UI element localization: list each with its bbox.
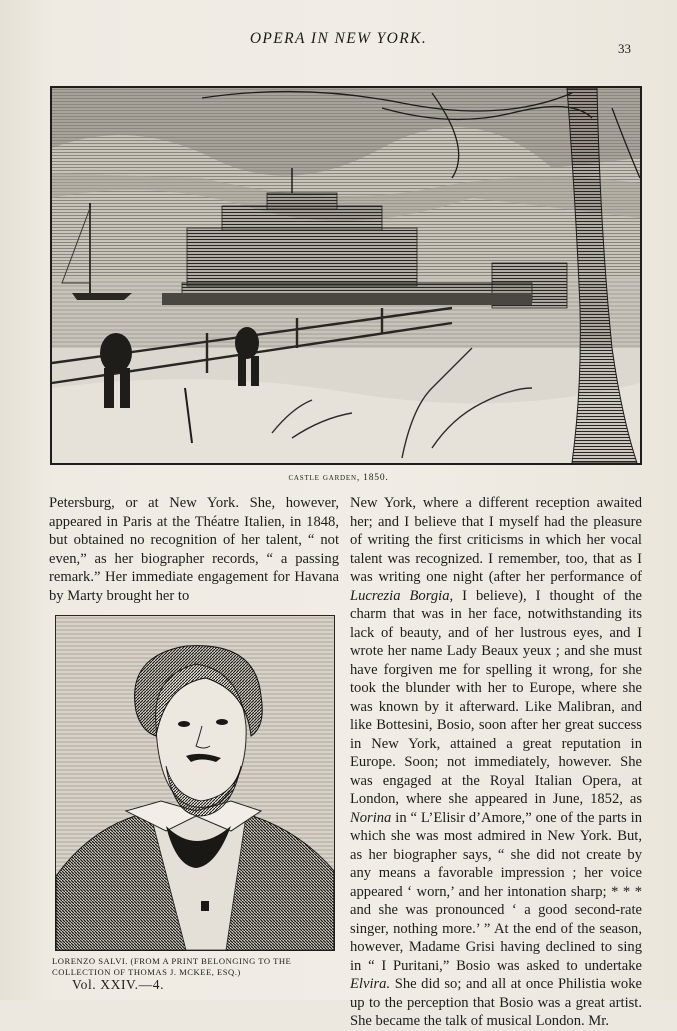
- volume-signature-mark: Vol. XXIV.—4.: [72, 977, 165, 992]
- portrait-caption: LORENZO SALVI. (FROM A PRINT BELONGING TO THE COLLECTION OF THOMAS J. MCKEE, ESQ.): [52, 956, 292, 977]
- text-run: New York, where a different reception awaited her; and I believe that I myself had the pleasure of writing the first criticisms in which her vocal talent was recognized. I remember, too, that as I was writing one night (after her performance of: [350, 495, 642, 585]
- castle-garden-engraving: [52, 88, 640, 463]
- paragraph: [350, 494, 642, 1031]
- text-run: in “ L’Elisir d’Amore,” one of the parts in which she was most admired in New York. But, as her biographer says, “ she did not create by any means a favorable impression ; her voice appeared ‘ worn,’ and her intonation sharp; * * * and she was pronounced ‘ a good second-rate singer, nothing more.’ ” At the end of the season, however, Madame Grisi having declined to sing in “ I Puritani,” Bosio was asked to undertake: [350, 809, 642, 974]
- caption-text: castle garden, 1850.: [288, 473, 389, 483]
- page-number: 33: [618, 41, 631, 56]
- italic-role-norina: Norina: [350, 809, 392, 826]
- italic-title: Lucrezia Borgia: [350, 587, 450, 604]
- right-column-text: [350, 494, 642, 1029]
- figure-caption-castle-garden: [0, 473, 677, 483]
- italic-role-elvira: Elvira.: [350, 976, 391, 992]
- lorenzo-salvi-portrait: [55, 615, 335, 951]
- castle-garden-illustration: [50, 86, 642, 465]
- text-run: , I believe), I thought of the charm that was in her face, notwithstanding its lack of beauty, and of her lustrous eyes, and I wrote her name Lady Beaux yeux ; and she must have forgiven me for spelling it wrong, for she took the blunder with her to Europe, where she was known by it afterward. Like Malibran, and like Bottesini, Bosio, soon after her great success in New York, attained a great reputation in Europe. Soon; not immediately, however. She was engaged at the Royal Italian Opera, at London, where she appeared in June, 1852, as: [350, 587, 642, 807]
- running-head-title: OPERA IN NEW YORK.: [249, 30, 428, 47]
- lorenzo-salvi-engraving: [56, 616, 334, 950]
- text-run: She did so; and all at once Philistia woke up to the perception that Bosio was a great artist. She became the talk of musical London. Mr.: [350, 976, 642, 1029]
- left-column-text: [49, 494, 339, 608]
- paragraph: Petersburg, or at New York. She, however, appeared in Paris at the Théatre Italien, in 1848, but obtained no recognition of her talent, “ not even,” as her biographer records, “ a passing remark.” Her immediate engagement for Havana by Marty brought her to: [49, 495, 339, 604]
